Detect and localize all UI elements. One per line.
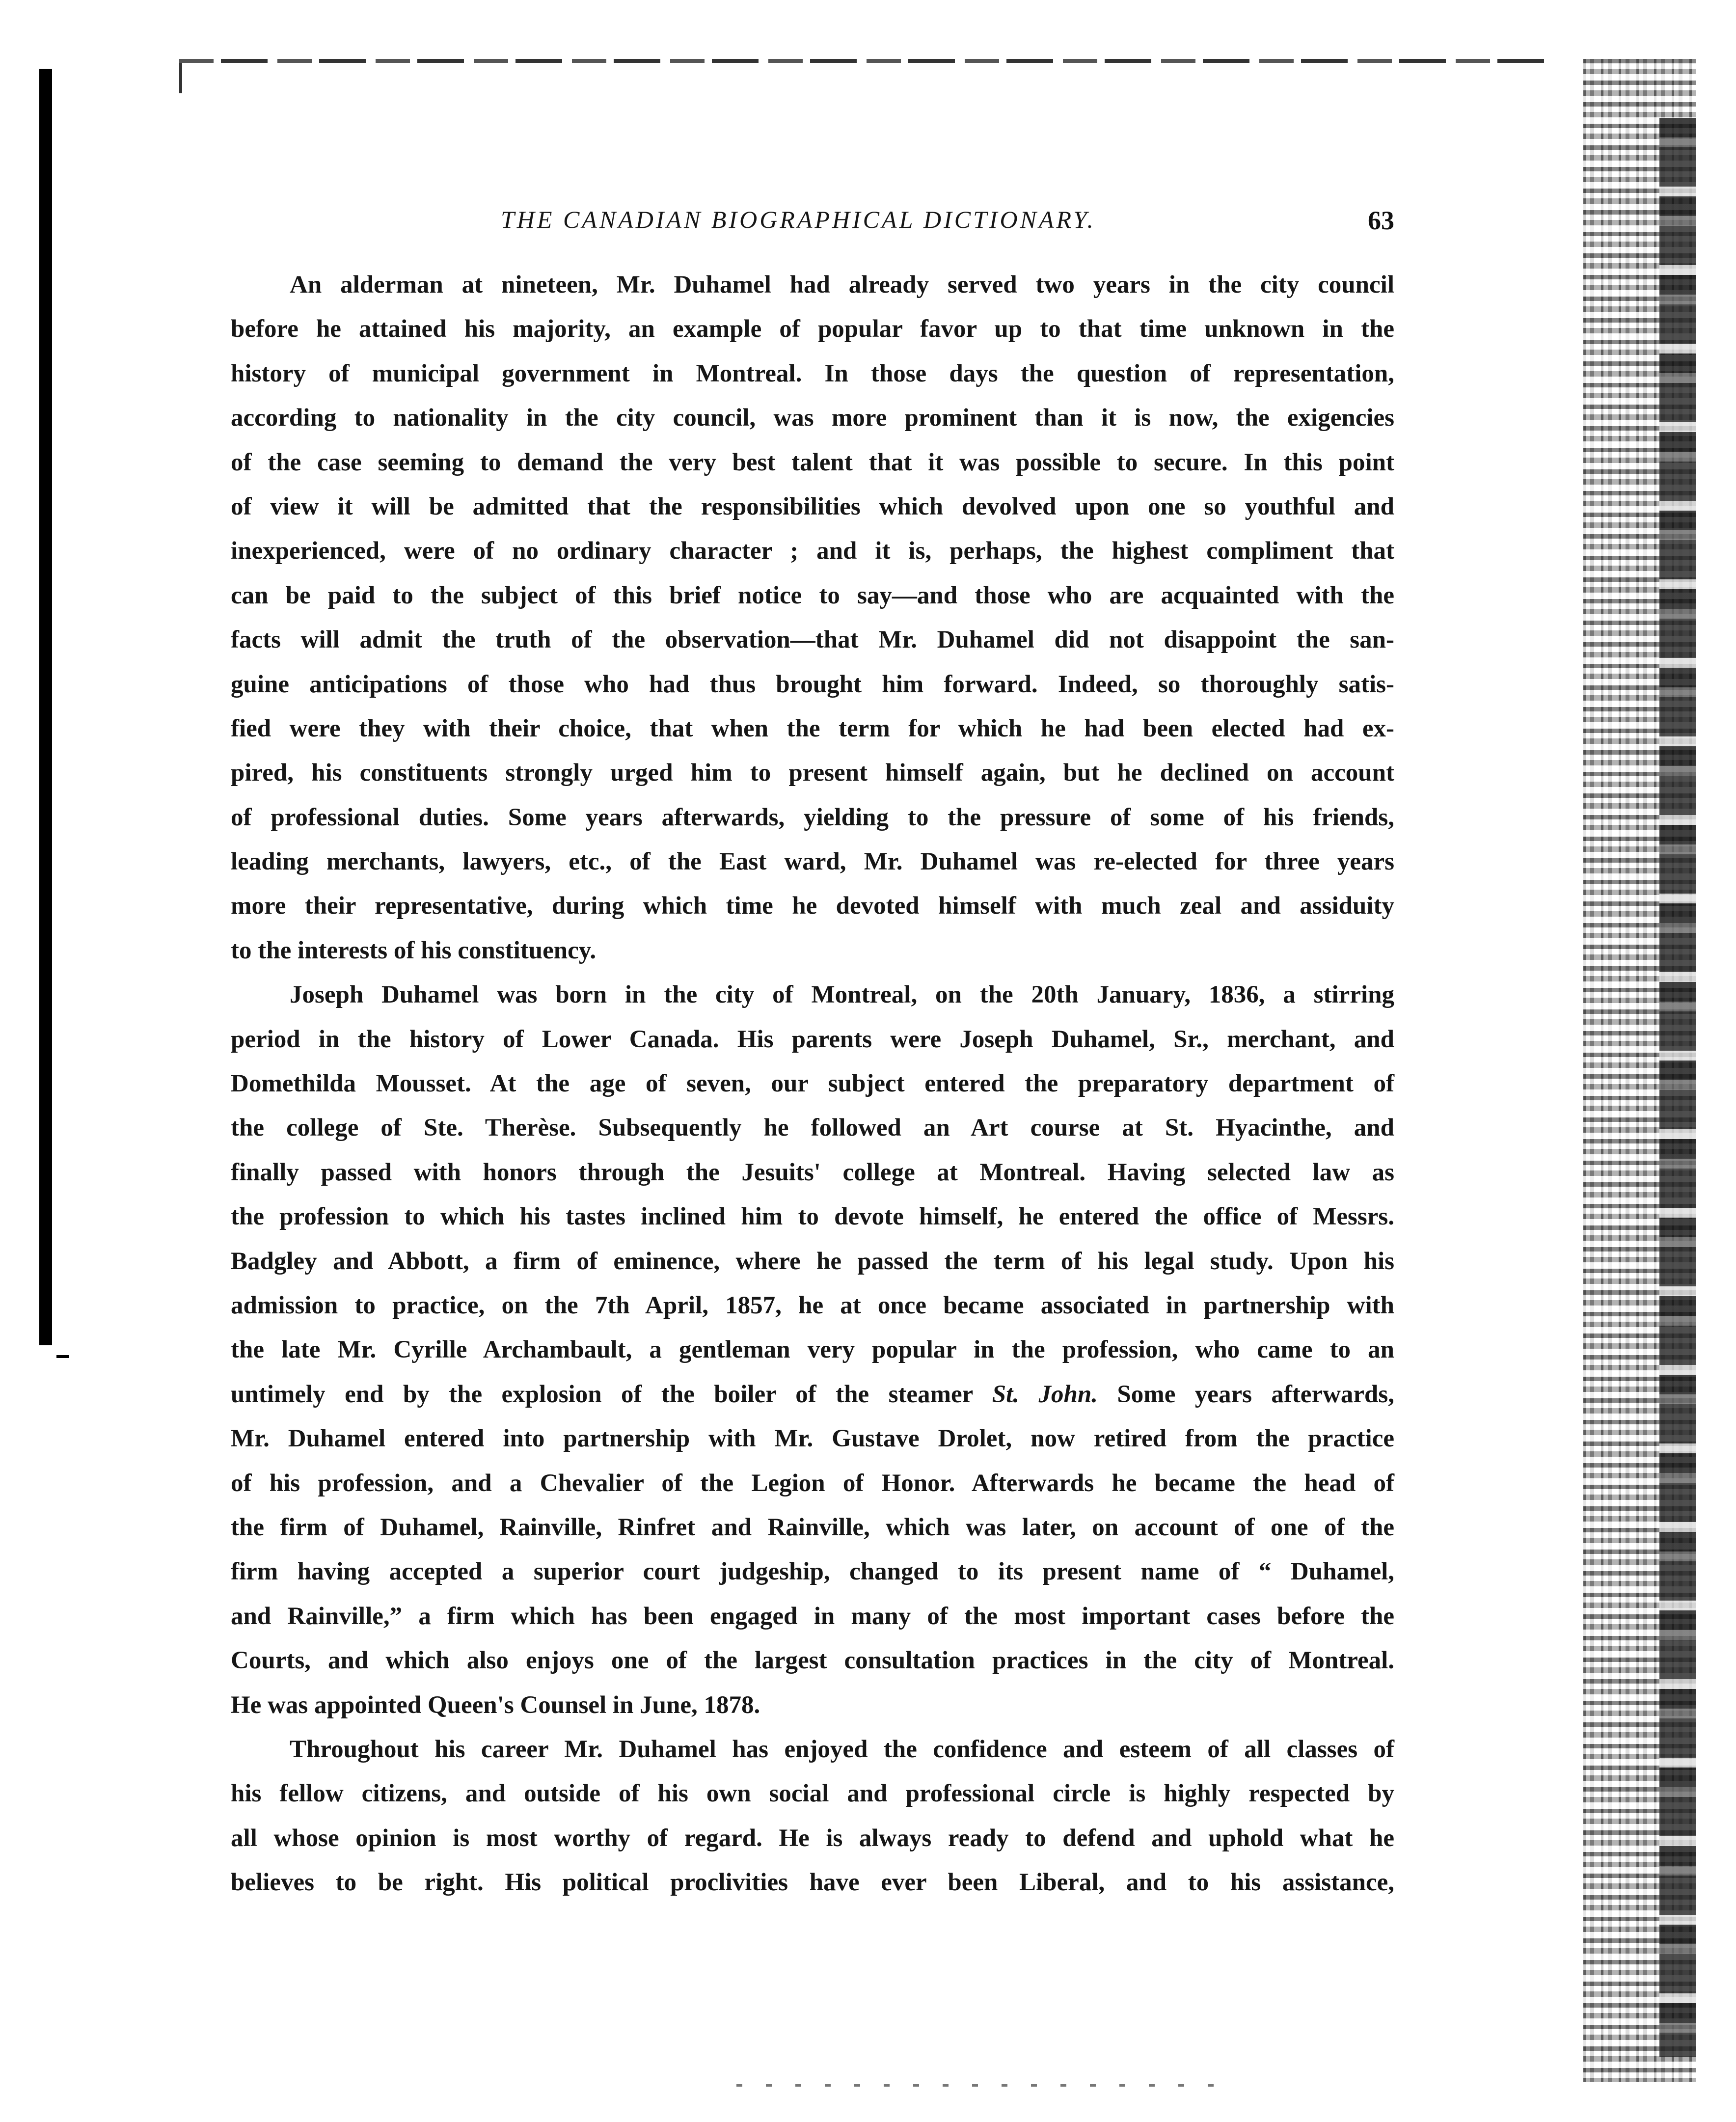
steamer-name: St. John. [992, 1380, 1098, 1408]
text-line: firm having accepted a superior court judgeship, changed to its present name of “ Duhamel, [231, 1558, 1394, 1586]
text-line: of the case seeming to demand the very best talent that it was possible to secure. In this point [231, 448, 1394, 476]
text-line: An alderman at nineteen, Mr. Duhamel had already served two years in the city council [290, 271, 1394, 299]
scan-top-edge [179, 59, 1554, 63]
text-run: untimely end by the explosion of the boiler of the steamer [231, 1380, 973, 1408]
text-line: the college of Ste. Therèse. Subsequently he followed an Art course at St. Hyacinthe, and [231, 1114, 1394, 1142]
text-line: He was appointed Queen's Counsel in June, 1878. [231, 1691, 760, 1719]
text-line: Joseph Duhamel was born in the city of Montreal, on the 20th January, 1836, a stirring [290, 981, 1394, 1009]
text-line: the profession to which his tastes inclined him to devote himself, he entered the office of Messrs. [231, 1203, 1394, 1231]
scan-binding-shadow [39, 69, 52, 1345]
text-line: Mr. Duhamel entered into partnership with Mr. Gustave Drolet, now retired from the practice [231, 1425, 1394, 1453]
text-line: according to nationality in the city council, was more prominent than it is now, the exigencies [231, 404, 1394, 432]
scan-bottom-edge [736, 2084, 1227, 2087]
running-title: THE CANADIAN BIOGRAPHICAL DICTIONARY. [501, 206, 1096, 233]
text-line: pired, his constituents strongly urged him to present himself again, but he declined on account [231, 759, 1394, 787]
text-line: the firm of Duhamel, Rainville, Rinfret and Rainville, which was later, on account of one of the [231, 1513, 1394, 1541]
text-line: of his profession, and a Chevalier of the Legion of Honor. Afterwards he became the head of [231, 1469, 1394, 1497]
text-line: to the interests of his constituency. [231, 936, 597, 964]
text-line: of professional duties. Some years afterwards, yielding to the pressure of some of his friends, [231, 803, 1394, 831]
text-line: fied were they with their choice, that when the term for which he had been elected had ex- [231, 714, 1394, 742]
text-line: finally passed with honors through the Jesuits' college at Montreal. Having selected law as [231, 1158, 1394, 1186]
text-line: inexperienced, were of no ordinary character ; and it is, perhaps, the highest compliment that [231, 537, 1394, 565]
text-line: facts will admit the truth of the observation—that Mr. Duhamel did not disappoint the san- [231, 626, 1394, 654]
scan-mark [56, 1355, 69, 1358]
text-line: Badgley and Abbott, a firm of eminence, where he passed the term of his legal study. Upon his [231, 1247, 1394, 1275]
text-line: the late Mr. Cyrille Archambault, a gentleman very popular in the profession, who came to an [231, 1336, 1394, 1364]
scan-right-edge-dark [1659, 118, 1696, 2057]
page-header [231, 205, 1394, 245]
text-line: period in the history of Lower Canada. His parents were Joseph Duhamel, Sr., merchant, and [231, 1025, 1394, 1053]
text-line-mixed [231, 1372, 1394, 1416]
text-run: Some years afterwards, [1117, 1380, 1395, 1408]
page-number: 63 [1368, 206, 1394, 235]
text-line: and Rainville,” a firm which has been engaged in many of the most important cases before the [231, 1602, 1394, 1630]
text-line: admission to practice, on the 7th April, 1857, he at once became associated in partnership with [231, 1291, 1394, 1319]
text-line: his fellow citizens, and outside of his own social and professional circle is highly respected by [231, 1780, 1394, 1808]
text-line: Throughout his career Mr. Duhamel has enjoyed the confidence and esteem of all classes of [290, 1735, 1394, 1763]
text-line: more their representative, during which time he devoted himself with much zeal and assiduity [231, 892, 1394, 920]
text-line: leading merchants, lawyers, etc., of the East ward, Mr. Duhamel was re-elected for three years [231, 848, 1394, 876]
text-line: believes to be right. His political proclivities have ever been Liberal, and to his assistance, [231, 1869, 1394, 1897]
text-line: can be paid to the subject of this brief notice to say—and those who are acquainted with the [231, 581, 1394, 609]
text-line: Courts, and which also enjoys one of the largest consultation practices in the city of Montreal. [231, 1647, 1394, 1675]
article-body [231, 263, 1394, 1904]
text-line: Domethilda Mousset. At the age of seven, our subject entered the preparatory department of [231, 1070, 1394, 1098]
text-line: guine anticipations of those who had thus brought him forward. Indeed, so thoroughly satis- [231, 670, 1394, 698]
text-line: history of municipal government in Montreal. In those days the question of representation, [231, 359, 1394, 387]
text-line: of view it will be admitted that the responsibilities which devolved upon one so youthful and [231, 492, 1394, 520]
text-line: all whose opinion is most worthy of regard. He is always ready to defend and uphold what he [231, 1824, 1394, 1852]
scan-mark [179, 59, 182, 93]
text-line: before he attained his majority, an example of popular favor up to that time unknown in the [231, 315, 1394, 343]
